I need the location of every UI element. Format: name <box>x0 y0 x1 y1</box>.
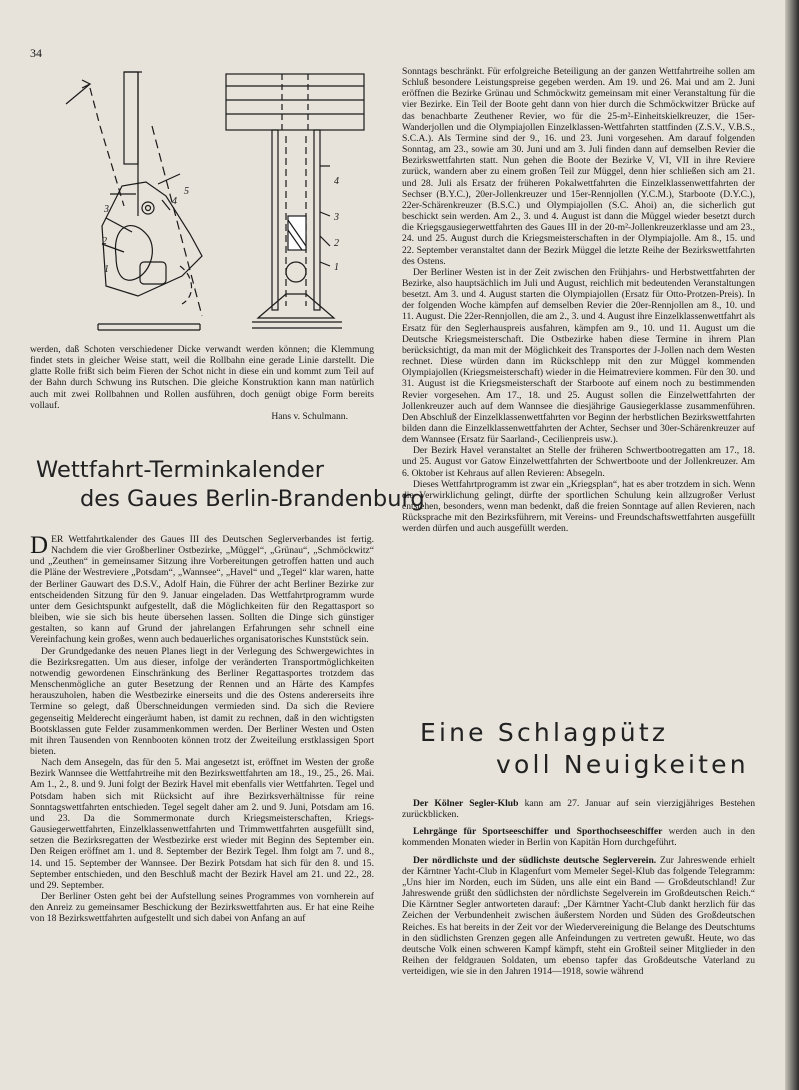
page-edge-shadow <box>785 0 799 1090</box>
article-continuation-paragraph: werden, daß Schoten verschiedener Dicke verwandt werden können; die Klemmung findet stets in gleicher Weise statt, weil die Rollbahn eine gerade Linie darstellt. Die glatte Rolle frißt sich beim Fieren der Schot nicht in diese ein und kommt zum Teil auf der Bahn durch Schwung ins Rutschen. Die gleiche Konstruktion kann man natürlich auch mit zwei Rollbahnen und Rollen ausführen, doch genügt obige Form bereits vollauf. <box>30 344 374 411</box>
article-paragraph: Dieses Wettfahrtprogramm ist zwar ein „Kriegsplan“, hat es aber trotzdem in sich. Wenn die Verwirklichung gelingt, dürfte der sportlichen Schulung kein allzugroßer Verlust entstehen, besonders, wenn man bedenkt, daß die freien Sonntage auf allen Revieren, nach Rücksprache mit den Bezirksführern, mit Vereins- und Freundschaftswettfahrten ausgefüllt werden dürfen und auch ausgefüllt werden. <box>402 478 755 535</box>
article-title-line1: Wettfahrt-Terminkalender <box>36 457 325 483</box>
news-item-text: kann am 27. Januar auf sein vierzigjähriges Bestehen zurückblicken. <box>402 798 755 821</box>
dropcap-letter: D <box>30 532 49 559</box>
article-intro-paragraph <box>30 534 374 646</box>
label-left-5: 5 <box>184 186 189 197</box>
news-title-line1: Eine Schlagpütz <box>420 718 669 747</box>
news-item-heading: Der nördlichste und der südlichste deutsche Seglerverein. <box>413 854 657 866</box>
news-item-heading: Der Kölner Segler-Klub <box>413 798 519 809</box>
news-item <box>402 855 755 978</box>
article-paragraph: Der Berliner Osten geht bei der Aufstellung seines Programmes von vornherein auf den Anreiz zu gemeinsamer Beschickung der Bezirkswettfahrten aus. Er hat eine Reihe von 18 Bezirkswettfahrten aufgestellt und sich dabei von Anfang an auf <box>30 891 374 925</box>
article-paragraph: Der Berliner Westen ist in der Zeit zwischen den Frühjahrs- und Herbstwettfahrten der Bezirke, also hauptsächlich im Juli und August, reichlich mit bedeutenden Veranstaltungen besetzt. Am 3. und 4. August starten die Olympiajollen (Ersatz für Otto-Protzen-Preis). In der folgenden Woche kämpfen auf demselben Revier die 20er-Rennjollen am 8., 10. und 11. August. Die 22er-Rennjollen, die am 2., 3. und 4. August ihre Einzelklassenwettfahrt als Ersatz für den Seglerhauspreis ausfahren, kämpfen am 9., 10. und 11. August um die Deutsche Kriegsmeisterschaft. Die Ostbezirke haben diese Termine in ihrem Plan berücksichtigt, da man mit der Möglichkeit des Transportes der J-Jollen nach dem Westen rechnet. Diese würden dann im Rückschlepp mit den zur Müggel kommenden Olympiajollen (Kriegsmeisterschaft) wieder in die Heimatreviere kommen. Für den 30. und 31. August ist die Kriegsmeisterschaft der Starboote auf einem noch zu bestimmenden Revier vorgesehen. Am 17., 18. und 25. August sollen die Einzelwettfahrten der Jollenkreuzer auch auf dem Wannsee die diesjährige Gausiegerklasse zusammenführen. Den Abschluß der Einzelklassenwettfahrten vor Beginn der herbstlichen Bezirkswettfahrten bilden dann die Einzelklassenwettfahrten der Achter, Sechser und 30er-Schärenkreuzer auf dem Wannsee (Ersatz für Saarland-, Cecilienpreis usw.). <box>402 266 755 446</box>
article-intro-text: ER Wettfahrtkalender des Gaues III des Deutschen Seglerverbandes ist fertig. Nachdem die vier Großberliner Ostbezirke, „Müggel“, „Grünau“, „Schmöckwitz“ und „Zeuthen“ in gemeinsamer Sitzung ihre Vorbereitungen getroffen hatten und auch die Pläne der Westreviere „Potsdam“, „Wannsee“, „Havel“ und „Tegel“ klar waren, hatte der Berliner Gauwart des D.S.V., Adolf Hain, die Führer der acht Berliner Bezirke zur entscheidenden Sitzung für den 9. Januar eingeladen. Das Wettfahrtprogramm wurde unter dem Gesichtspunkt aufgestellt, daß die Möglichkeiten für den Regattasport so bleiben, wie sie sich bis heute übersehen lassen. Sollten die Dinge sich günstiger gestalten, so kann auf Grund der jahrelangen Erfahrungen sehr schnell eine Vereinfachung kein großes, wenn auch bedauerliches organisatorisches Kunststück sein. <box>30 534 374 646</box>
page-number: 34 <box>30 46 42 60</box>
news-item <box>402 826 755 848</box>
technical-drawing <box>62 66 368 338</box>
article-paragraph: Der Grundgedanke des neuen Planes liegt in der Verlegung des Schwergewichtes in die Bezirksregatten. Um aus dieser, infolge der veränderten Transportmöglichkeiten notwendig gewordenen Einschränkung des Berliner Regattasportes trotzdem das Menschenmögliche an guter Besetzung der Rennen und an Härte des Kampfes herauszuholen, haben die Westbezirke einerseits und die des Ostens andererseits ihre Termine so gelegt, daß Überschneidungen vermieden sind. Da sich die Reviere gegenseitig Melderecht eingeräumt haben, ist damit zu rechnen, daß in den wichtigsten Bootsklassen gute Felder zusammenkommen werden. Der Berliner Westen und Osten mit ihren Tausenden von Rennbooten können trotz der Zweiteilung erstklassigen Sport bieten. <box>30 645 374 757</box>
article-paragraph: Der Bezirk Havel veranstaltet an Stelle der früheren Schwertbootregatten am 17., 18. und 25. August vor Gatow Einzelwettfahrten der Schwertboote und der Jollenkreuzer. Am 6. Oktober ist Kehraus auf allen Revieren: Absegeln. <box>402 445 755 479</box>
label-left-3: 3 <box>104 204 109 215</box>
label-right-1: 1 <box>334 262 339 273</box>
article-paragraph: Nach dem Ansegeln, das für den 5. Mai angesetzt ist, eröffnet im Westen der große Bezirk Wannsee die Wettfahrtreihe mit den Bezirkswettfahrten am 18., 19., 25., 26. Mai. Am 1., 2., 8. und 9. Juni folgt der Bezirk Havel mit ebenfalls vier Wettfahrten. Tegel und Potsdam haben sich mit Rücksicht auf ihre Bezirksverhältnisse für reine Sonntagswettfahrten entschieden. Tegel segelt daher am 2. und 9. Juni, Potsdam am 16. und 23. Da die Sommermonate durch Kriegsmeisterschaften, Kriegs-Gausiegerwettfahrten, Einzelklassenwettfahrten und Trimmwettfahrten ausgefüllt sind, setzen die Bezirksregatten der Westbezirke erst wieder mit Beginn des September ein. Den Reigen eröffnet am 1. und 8. September der Bezirk Tegel. Ihm folgt am 7. und 8., 14. und 15. September der Wannsee. Der Bezirk Potsdam hat sich für den 8. und 15. September entschieden, und den Beschluß macht der Bezirk Havel am 21. und 22., 28. und 29. September. <box>30 757 374 891</box>
news-item-text: Zur Jahreswende erhielt der Kärntner Yacht-Club in Klagenfurt vom Memeler Segel-Klub das folgende Telegramm: „Uns hier im Norden, euch im Süden, uns alle eint ein Band — Großdeutschland! Zur Jahreswende grüßt den südlichsten der nördlichste Segelverein im Großdeutschen Reich.“ Die Kärntner Segler antworteten darauf: „Der Kärntner Yacht-Club dankt herzlich für das Zeichen der Verbundenheit zwischen äußerstem Norden und Süden des Großdeutschen Reiches. Es hat bereits in der Zeit vor der Wiedervereinigung die Belange des Deutschtums in den südlichsten Grenzen gegen alle Anfeindungen zu vertreten gewußt. Heute, wo das deutsche Volk einen schweren Kampf kämpft, steht ein Großteil seiner Mitglieder in den Reihen der feldgrauen Soldaten, um ebenso tapfer das Großdeutsche Vaterland zu verteidigen, wie sie in den Jahren 1914—1918, sowie während <box>402 854 755 978</box>
news-item-heading: Lehrgänge für Sportseeschiffer und Sporthochseeschiffer <box>413 826 663 838</box>
news-title-line2: voll Neuigkeiten <box>496 750 749 779</box>
right-column-article <box>402 66 755 535</box>
news-item <box>402 798 755 820</box>
label-left-1: 1 <box>104 264 109 275</box>
article-title-line2: des Gaues Berlin-Brandenburg <box>80 486 425 512</box>
news-item-text: werden auch in den kommenden Monaten wieder in Berlin von Kapitän Horn durchgeführt. <box>402 826 755 849</box>
label-right-3: 3 <box>334 212 339 223</box>
label-left-2: 2 <box>102 236 107 247</box>
author-signature: Hans v. Schulmann. <box>271 410 348 422</box>
news-column <box>402 798 755 977</box>
left-column-top <box>30 344 374 422</box>
article-paragraph: Sonntags beschränkt. Für erfolgreiche Beteiligung an der ganzen Wettfahrtreihe sollen am Schluß besondere Leistungspreise gegeben werden. Am 19. und 26. Mai und am 2. Juni eröffnen die Bezirke Grünau und Schmöckwitz gemeinsam mit einer Veranstaltung für die vier Bezirke. Ein Teil der Boote geht dann von hier durch die Schmöckwitzer Brücke auf das benachbarte Zeuthener Revier, wo für die 25-m²-Einheitskielkreuzer, die 15er-Wanderjollen und die Olympiajollen Einzelklassen-Wettfahrten stattfinden (Z.S.V., V.B.S., S.C.A.). Als Termine sind der 9., 16. und 23. Juni vorgesehen. Am darauf folgenden Sonntag, am 23., sowie am 30. Juni und am 3. Juli finden dann auf demselben Revier die Bezirkswettfahrten statt. Nun gehen die Boote der Bezirke V, VI, VII in ihre Reviere zurück, wandern aber zu einem großen Teil zur Müggel, denn hier schließen sich am 21. und 28. Juli als Ersatz der früheren Pokalwettfahrten die Einzelklassenwettfahrten der Sechser (B.Y.C.), 20er-Jollenkreuzer und 15er-Rennjollen (Y.C.M.), Starboote (D.Y.C.), 22er-Schärenkreuzer (B.S.C.) und Olympiajollen (S.C. Ahoi) an, die sicherlich gut beschickt sein werden. Am 2., 3. und 4. August ist dann die Müggel wieder besetzt durch die Kriegsgausiegerwettfahrten des Gaues III in der 20-m²-Jollenkreuzerklasse und am 23., 24. und 25. August durch die Kriegsmeisterschaften in der Olympiajolle. Am 8., 15. und 22. September veranstaltet dann der Bezirk Müggel die letzte Reihe der Bezirkswettfahrten des Ostens. <box>402 66 755 267</box>
left-column-article <box>30 534 374 924</box>
label-right-2: 2 <box>334 238 339 249</box>
label-right-4: 4 <box>334 176 339 187</box>
label-left-4: 4 <box>172 196 177 207</box>
